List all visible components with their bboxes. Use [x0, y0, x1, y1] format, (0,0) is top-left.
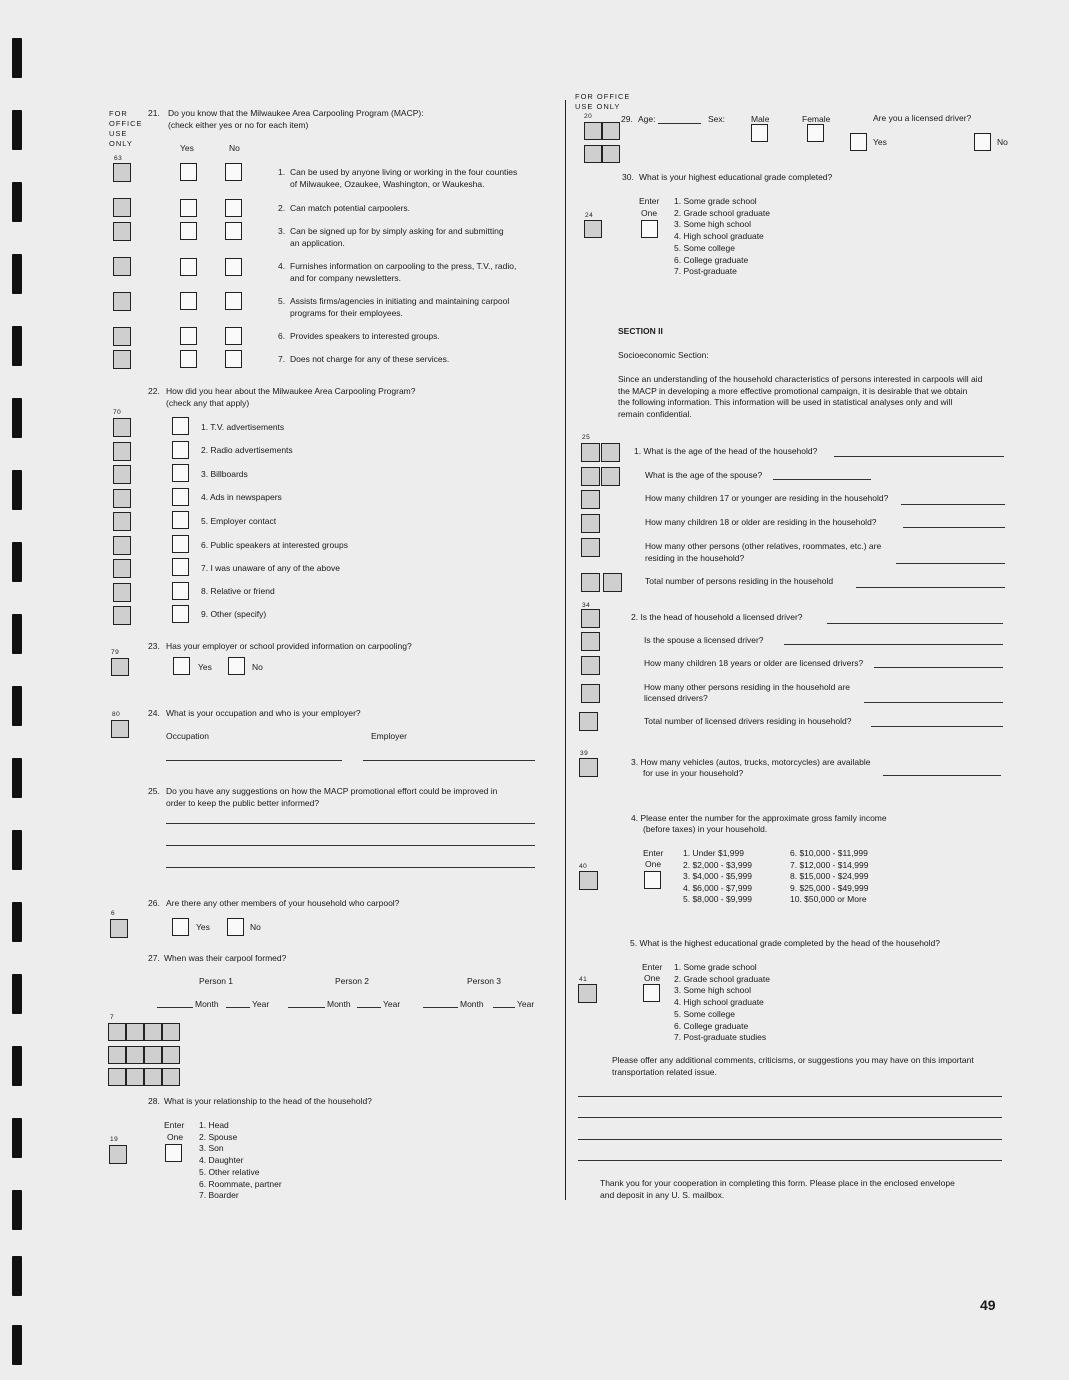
income-options-col2 [790, 848, 868, 906]
option-label: 2. $2,000 - $3,999 [683, 859, 753, 870]
office-box [581, 684, 600, 703]
item-number: 3. [278, 226, 286, 236]
item-text: Can match potential carpoolers. [290, 203, 411, 213]
item-text: programs for their employees. [290, 308, 403, 318]
option-label: 3. Some high school [674, 985, 752, 996]
office-box [113, 257, 131, 276]
answer-line[interactable] [903, 527, 1005, 528]
answer-line[interactable] [896, 563, 1005, 564]
yes-checkbox[interactable] [180, 327, 197, 345]
option-label: 6. Public speakers at interested groups [201, 540, 348, 550]
item-text: Assists firms/agencies in initiating and maintaining carpool [290, 296, 510, 306]
option-label: 1. Head [199, 1120, 229, 1130]
question-text: How many other persons residing in the household are [644, 682, 851, 692]
question-number: 22. [148, 386, 160, 396]
item-text: Does not charge for any of these services. [290, 354, 450, 364]
option-checkbox[interactable] [172, 582, 189, 600]
office-box [113, 198, 131, 217]
question-number: 23. [148, 641, 160, 651]
month-label: Month [460, 999, 484, 1009]
question-text: Is the spouse a licensed driver? [644, 635, 764, 645]
option-label: 2. Grade school graduate [674, 973, 770, 984]
employer-label: Employer [371, 731, 407, 741]
person-header: Person 3 [467, 976, 502, 986]
office-label-line: ONLY [109, 139, 133, 148]
answer-line[interactable] [874, 667, 1003, 668]
comment-answer-line[interactable] [578, 1160, 1002, 1161]
office-box [113, 465, 131, 484]
person-header: Person 2 [335, 976, 370, 986]
question-text: Do you know that the Milwaukee Area Carpooling Program (MACP): [168, 108, 424, 118]
question-number: 29. [621, 114, 633, 124]
no-checkbox[interactable] [228, 657, 245, 675]
office-label-line: FOR OFFICE [575, 92, 631, 101]
office-box [602, 145, 620, 163]
office-box [113, 559, 131, 578]
yes-checkbox[interactable] [180, 258, 197, 276]
question-text: How many children 18 or older are residing in the household? [645, 517, 877, 527]
option-label: 8. Relative or friend [201, 586, 275, 596]
question-text: 1. What is the age of the head of the household? [634, 446, 818, 456]
item-text: Provides speakers to interested groups. [290, 331, 440, 341]
office-box [126, 1023, 144, 1041]
thank-you-note [600, 1178, 955, 1201]
yes-label: Yes [198, 662, 212, 672]
answer-line[interactable] [834, 456, 1004, 457]
option-label: 1. T.V. advertisements [201, 422, 285, 432]
office-box [113, 292, 131, 311]
thanks-line: Thank you for your cooperation in completing this form. Please place in the enclosed envelope [600, 1178, 955, 1188]
yes-checkbox[interactable] [172, 918, 189, 936]
question-text: When was their carpool formed? [164, 953, 287, 963]
office-box [108, 1046, 126, 1064]
intro-line: remain confidential. [618, 408, 692, 419]
section-intro [618, 374, 982, 420]
question-number: 28. [148, 1096, 160, 1106]
one-label: One [645, 859, 662, 869]
answer-line[interactable] [901, 504, 1005, 505]
office-box [110, 919, 128, 938]
no-label: No [997, 137, 1008, 147]
comments-line: Please offer any additional comments, criticisms, or suggestions you may have on this important [612, 1055, 974, 1065]
option-label: 6. College graduate [674, 1020, 749, 1031]
option-label: 3. Billboards [201, 469, 248, 479]
option-label: 5. Some college [674, 1008, 735, 1019]
no-checkbox[interactable] [225, 292, 242, 310]
office-box [113, 222, 131, 241]
office-box [581, 656, 600, 675]
no-checkbox[interactable] [225, 222, 242, 240]
question-instruction: (check any that apply) [166, 398, 250, 408]
office-box [108, 1068, 126, 1086]
thanks-line: and deposit in any U. S. mailbox. [600, 1189, 725, 1200]
office-code: 34 [582, 602, 591, 609]
question-text: Are there any other members of your household who carpool? [166, 898, 400, 908]
one-label: One [167, 1132, 184, 1142]
year-label: Year [252, 999, 270, 1009]
relationship-entry-box[interactable] [165, 1144, 182, 1162]
intro-line: the following information. This information will be used in statistical analyses only and will [618, 397, 953, 407]
yes-checkbox[interactable] [180, 292, 197, 310]
option-label: 3. Some high school [674, 219, 752, 230]
option-checkbox[interactable] [172, 464, 189, 482]
option-label: 1. Under $1,999 [683, 848, 744, 858]
office-code: 24 [585, 212, 594, 219]
item-text: Can be signed up for by simply asking for and submitting [290, 226, 504, 236]
licensed-no-checkbox[interactable] [974, 133, 991, 151]
option-label: 4. High school graduate [674, 231, 764, 242]
office-box [162, 1023, 180, 1041]
office-box [581, 538, 600, 557]
option-checkbox[interactable] [172, 441, 189, 459]
month-field[interactable] [288, 1007, 325, 1008]
office-code: 63 [114, 155, 123, 162]
question-text: How many children 17 or younger are residing in the household? [645, 493, 889, 503]
option-checkbox[interactable] [172, 488, 189, 506]
female-checkbox[interactable] [807, 124, 824, 142]
office-code: 41 [579, 976, 588, 983]
page-number: 49 [980, 1297, 996, 1313]
income-options-col1 [683, 848, 752, 906]
answer-line[interactable] [827, 623, 1003, 624]
office-box [579, 871, 598, 890]
question-text: How many other persons (other relatives, roommates, etc.) are [645, 541, 882, 551]
year-label: Year [517, 999, 535, 1009]
office-code: 25 [582, 434, 591, 441]
office-box [113, 418, 131, 437]
option-label: 2. Spouse [199, 1131, 238, 1142]
option-label: 7. Post-graduate studies [674, 1032, 767, 1043]
office-box [601, 467, 620, 486]
month-field[interactable] [423, 1007, 458, 1008]
office-box [162, 1068, 180, 1086]
option-checkbox[interactable] [172, 558, 189, 576]
comment-answer-line[interactable] [578, 1117, 1002, 1118]
answer-line[interactable] [166, 823, 535, 824]
office-use-label-right [575, 92, 630, 112]
option-label: 6. Roommate, partner [199, 1178, 282, 1189]
yes-checkbox[interactable] [173, 657, 190, 675]
item-number: 1. [278, 167, 286, 177]
office-box [581, 573, 600, 592]
question-text: Total number of licensed drivers residing in household? [644, 716, 852, 726]
office-code: 70 [113, 409, 122, 416]
question-text: Total number of persons residing in the household [645, 576, 834, 586]
office-label-line: FOR [109, 109, 128, 118]
answer-line[interactable] [773, 479, 871, 480]
one-label: One [644, 973, 661, 983]
office-box [601, 443, 620, 462]
licensed-question: Are you a licensed driver? [873, 113, 972, 123]
female-label: Female [802, 114, 831, 124]
option-label: 7. I was unaware of any of the above [201, 563, 340, 573]
yes-checkbox[interactable] [180, 163, 197, 181]
question-text: Has your employer or school provided information on carpooling? [166, 641, 412, 651]
office-box [579, 758, 598, 777]
option-label: 1. Some grade school [674, 196, 757, 206]
office-box [162, 1046, 180, 1064]
answer-line[interactable] [166, 867, 535, 868]
option-label: 10. $50,000 or More [790, 894, 867, 904]
question-text: 4. Please enter the number for the approximate gross family income [631, 813, 887, 823]
option-checkbox[interactable] [172, 417, 189, 435]
question-text: Do you have any suggestions on how the MACP promotional effort could be improved in [166, 786, 498, 796]
option-label: 5. Other relative [199, 1166, 260, 1177]
office-code: 79 [111, 649, 120, 656]
option-label: 6. College graduate [674, 254, 749, 265]
no-checkbox[interactable] [225, 163, 242, 181]
intro-line: Since an understanding of the household characteristics of persons interested in carpools will aid [618, 374, 983, 384]
office-code: 20 [584, 113, 593, 120]
item-text: an application. [290, 238, 345, 248]
column-divider [565, 100, 566, 1200]
option-label: 6. $10,000 - $11,999 [790, 848, 868, 858]
office-box [109, 1145, 127, 1164]
item-text: Furnishes information on carpooling to the press, T.V., radio, [290, 261, 517, 271]
option-label: 2. Grade school graduate [674, 207, 770, 218]
office-code: 40 [579, 863, 588, 870]
question-text: 3. How many vehicles (autos, trucks, motorcycles) are available [631, 757, 871, 767]
office-box [603, 573, 622, 592]
item-number: 5. [278, 296, 286, 306]
option-label: 3. $4,000 - $5,999 [683, 871, 753, 881]
age-label: Age: [638, 114, 656, 124]
yes-checkbox[interactable] [180, 199, 197, 217]
question-text: residing in the household? [645, 553, 745, 563]
office-code: 80 [112, 711, 121, 718]
question-number: 24. [148, 708, 160, 718]
question-text: How did you hear about the Milwaukee Area Carpooling Program? [166, 386, 416, 396]
employer-field[interactable] [363, 760, 535, 761]
sex-label: Sex: [708, 114, 726, 124]
office-box [113, 350, 131, 369]
question-text: What is the age of the spouse? [645, 470, 763, 480]
comments-prompt [612, 1055, 974, 1078]
month-field[interactable] [157, 1007, 193, 1008]
question-number: 27. [148, 953, 160, 963]
section-title: SECTION II [618, 326, 663, 336]
office-box [113, 512, 131, 531]
item-text: and for company newsletters. [290, 273, 402, 283]
question-number: 26. [148, 898, 160, 908]
person-header: Person 1 [199, 976, 234, 986]
item-text: Can be used by anyone living or working in the four counties [290, 167, 518, 177]
option-label: 9. Other (specify) [201, 609, 267, 619]
answer-line[interactable] [166, 845, 535, 846]
option-label: 4. $6,000 - $7,999 [683, 882, 753, 893]
office-label-line: USE ONLY [575, 102, 621, 111]
licensed-yes-checkbox[interactable] [850, 133, 867, 151]
question-text: licensed drivers? [644, 693, 708, 703]
option-checkbox[interactable] [172, 511, 189, 529]
option-label: 4. Daughter [199, 1155, 244, 1166]
office-box [108, 1023, 126, 1041]
office-box [579, 712, 598, 731]
answer-line[interactable] [784, 644, 1003, 645]
answer-line[interactable] [856, 587, 1005, 588]
option-label: 8. $15,000 - $24,999 [790, 871, 869, 881]
office-code: 6 [111, 910, 116, 917]
enter-label: Enter [643, 848, 664, 858]
office-box [113, 327, 131, 346]
yes-checkbox[interactable] [180, 350, 197, 368]
item-text: of Milwaukee, Ozaukee, Washington, or Waukesha. [290, 179, 485, 189]
no-checkbox[interactable] [227, 918, 244, 936]
office-box [581, 632, 600, 651]
year-field[interactable] [226, 1007, 250, 1008]
option-label: 7. Boarder [199, 1190, 239, 1201]
office-box [581, 443, 600, 462]
no-checkbox[interactable] [225, 327, 242, 345]
option-label: 5. $8,000 - $9,999 [683, 894, 753, 904]
office-box [113, 489, 131, 508]
office-box [126, 1046, 144, 1064]
question-instruction: (check either yes or no for each item) [168, 120, 309, 130]
no-checkbox[interactable] [225, 350, 242, 368]
month-label: Month [195, 999, 219, 1009]
male-checkbox[interactable] [751, 124, 768, 142]
question-text: (before taxes) in your household. [643, 824, 768, 834]
option-label: 4. Ads in newspapers [201, 492, 282, 502]
answer-line[interactable] [883, 775, 1001, 776]
option-checkbox[interactable] [172, 605, 189, 623]
office-box [113, 536, 131, 555]
section-subtitle: Socioeconomic Section: [618, 350, 709, 360]
male-label: Male [751, 114, 770, 124]
education-entry-box[interactable] [641, 220, 658, 238]
option-label: 5. Some college [674, 242, 735, 253]
comments-line: transportation related issue. [612, 1066, 717, 1077]
no-checkbox[interactable] [225, 199, 242, 217]
education-options [674, 196, 770, 278]
option-label: 2. Radio advertisements [201, 445, 293, 455]
occupation-field[interactable] [166, 760, 342, 761]
office-use-label-left [109, 109, 143, 149]
office-label-line: OFFICE [109, 119, 143, 128]
no-column-header: No [229, 143, 240, 153]
office-box [581, 490, 600, 509]
one-label: One [641, 208, 658, 218]
office-box [602, 122, 620, 140]
head-education-options [674, 962, 770, 1044]
office-box [144, 1023, 162, 1041]
answer-line[interactable] [871, 726, 1003, 727]
question-text: What is your occupation and who is your employer? [166, 708, 361, 718]
office-box [581, 514, 600, 533]
office-box [584, 145, 602, 163]
year-field[interactable] [357, 1007, 381, 1008]
age-field[interactable] [658, 123, 701, 124]
office-box [113, 442, 131, 461]
year-field[interactable] [493, 1007, 515, 1008]
comment-answer-line[interactable] [578, 1139, 1002, 1140]
income-entry-box[interactable] [644, 871, 661, 889]
item-number: 2. [278, 203, 286, 213]
no-checkbox[interactable] [225, 258, 242, 276]
office-box [581, 467, 600, 486]
question-text: What is your relationship to the head of the household? [164, 1096, 372, 1106]
occupation-label: Occupation [166, 731, 209, 741]
relationship-options [199, 1120, 282, 1202]
office-box [578, 984, 597, 1003]
question-text: 2. Is the head of household a licensed driver? [631, 612, 803, 622]
year-label: Year [383, 999, 401, 1009]
option-label: 9. $25,000 - $49,999 [790, 882, 869, 893]
head-education-entry-box[interactable] [643, 984, 660, 1002]
item-number: 4. [278, 261, 286, 271]
option-label: 7. Post-graduate [674, 266, 737, 277]
answer-line[interactable] [864, 702, 1003, 703]
yes-column-header: Yes [180, 143, 194, 153]
question-number: 21. [148, 108, 160, 118]
office-box [144, 1068, 162, 1086]
office-box [113, 583, 131, 602]
office-box [584, 122, 602, 140]
enter-label: Enter [164, 1120, 185, 1130]
office-box [144, 1046, 162, 1064]
office-box [111, 720, 129, 738]
office-box [113, 606, 131, 625]
office-code: 7 [110, 1014, 115, 1021]
question-number: 30. [622, 172, 634, 182]
option-label: 5. Employer contact [201, 516, 277, 526]
enter-label: Enter [639, 196, 660, 206]
month-label: Month [327, 999, 351, 1009]
intro-line: the MACP in developing a more effective promotional campaign, it is desirable that we obtain [618, 385, 968, 396]
comment-answer-line[interactable] [578, 1096, 1002, 1097]
office-box [584, 220, 602, 238]
yes-label: Yes [873, 137, 887, 147]
office-box [126, 1068, 144, 1086]
question-text: order to keep the public better informed? [166, 798, 320, 808]
option-label: 7. $12,000 - $14,999 [790, 859, 869, 870]
no-label: No [250, 922, 261, 932]
question-text: What is your highest educational grade completed? [639, 172, 833, 182]
office-code: 39 [580, 750, 589, 757]
question-number: 25. [148, 786, 160, 796]
office-box [113, 163, 131, 182]
option-checkbox[interactable] [172, 535, 189, 553]
question-text: 5. What is the highest educational grade completed by the head of the household? [630, 938, 940, 948]
question-text: How many children 18 years or older are licensed drivers? [644, 658, 864, 668]
item-number: 6. [278, 331, 286, 341]
no-label: No [252, 662, 263, 672]
office-code: 19 [110, 1136, 119, 1143]
option-label: 3. Son [199, 1143, 224, 1154]
office-box [581, 609, 600, 628]
office-label-line: USE [109, 129, 128, 138]
yes-label: Yes [196, 922, 210, 932]
question-text: for use in your household? [643, 768, 744, 778]
option-label: 4. High school graduate [674, 997, 764, 1008]
enter-label: Enter [642, 962, 663, 972]
yes-checkbox[interactable] [180, 222, 197, 240]
option-label: 1. Some grade school [674, 962, 757, 972]
office-box [111, 658, 129, 676]
item-number: 7. [278, 354, 286, 364]
